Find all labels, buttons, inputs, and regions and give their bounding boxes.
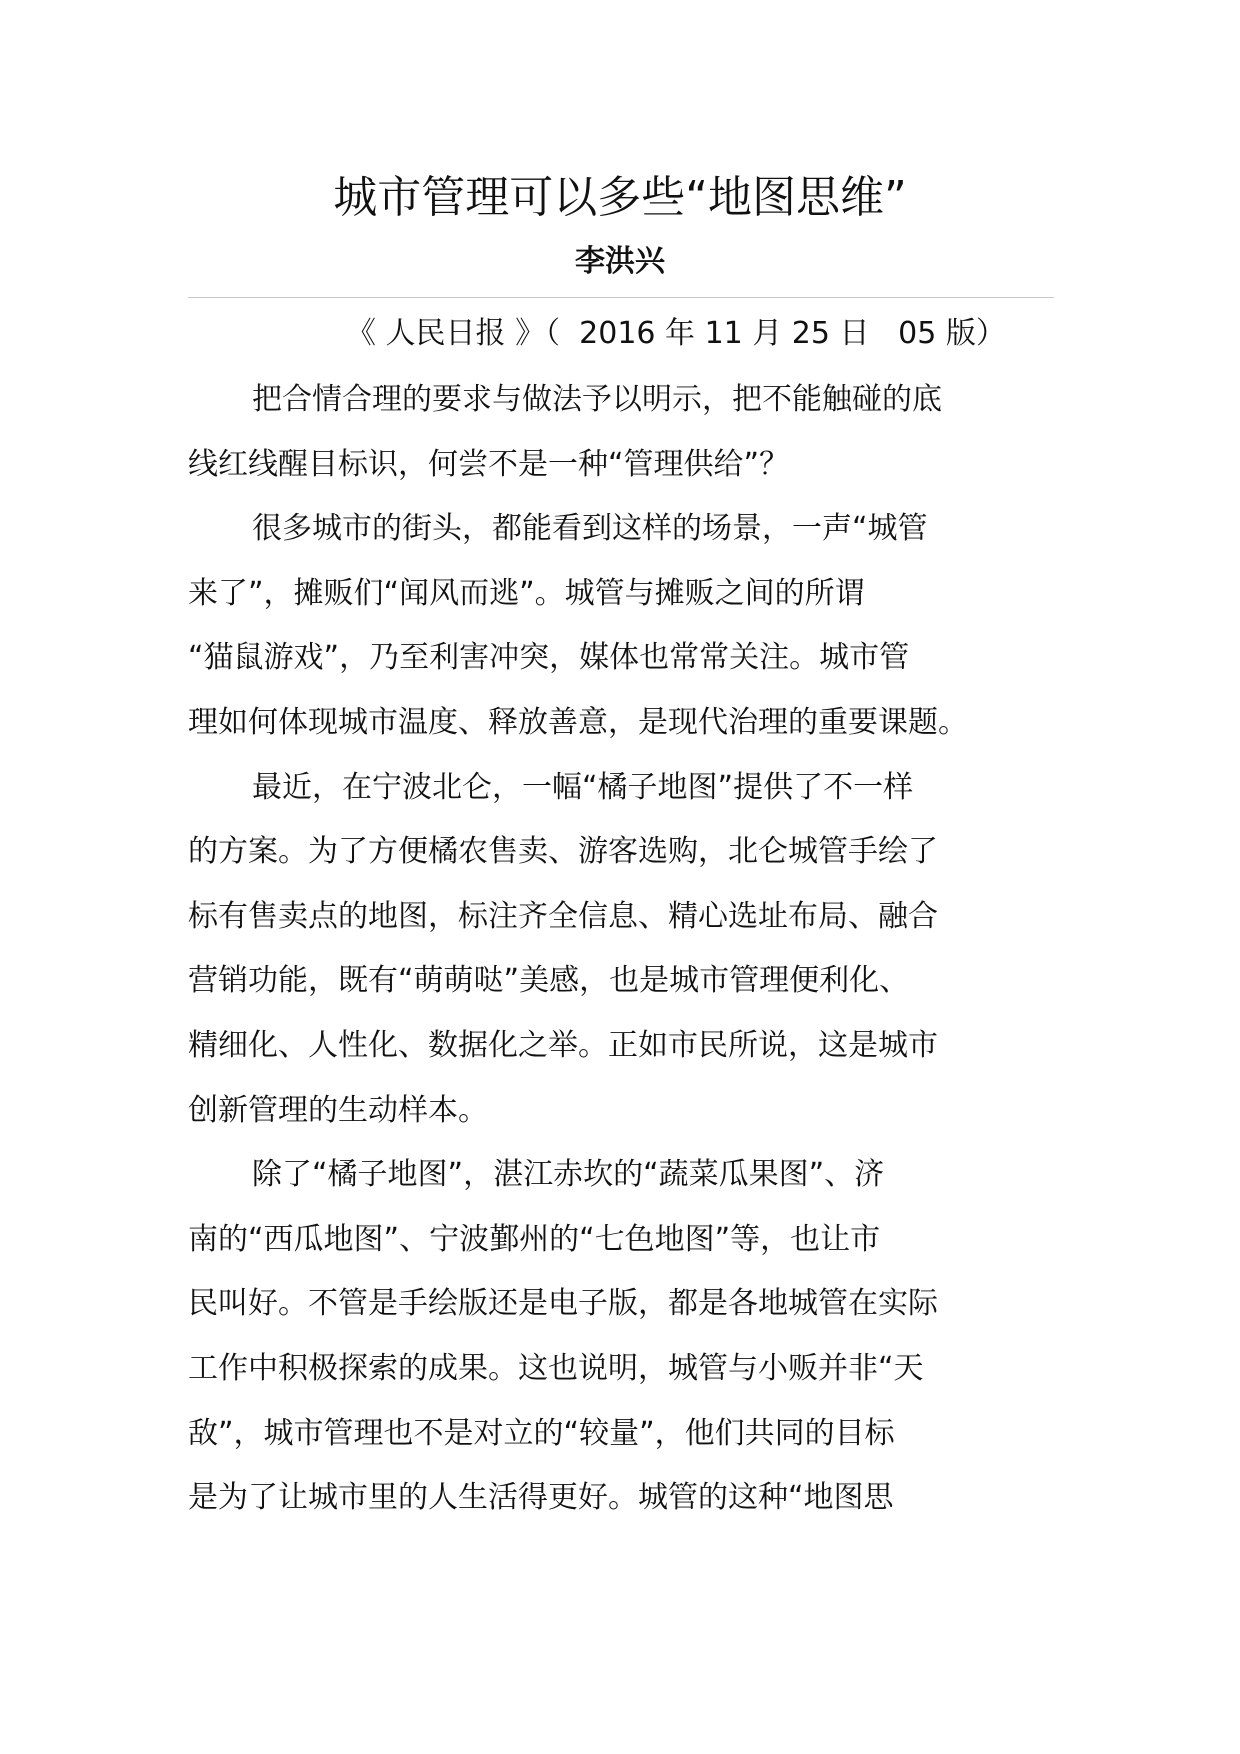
body-line: 创新管理的生动样本。 [188,1092,488,1128]
article-body [188,368,1028,1531]
body-line: 工作中积极探索的成果。这也说明，城管与小贩并非“天 [188,1350,924,1386]
body-line: 敌”，城市管理也不是对立的“较量”，他们共同的目标 [188,1415,895,1451]
body-line: 精细化、人性化、数据化之举。正如市民所说，这是城市 [188,1027,938,1063]
body-line: “猫鼠游戏”，乃至利害冲突，媒体也常常关注。城市管 [188,640,910,676]
body-line: 理如何体现城市温度、释放善意，是现代治理的重要课题。 [188,704,968,740]
body-line: 最近，在宁波北仑，一幅“橘子地图”提供了不一样 [252,769,914,805]
body-line: 营销功能，既有“萌萌哒”美感，也是城市管理便利化、 [188,963,910,999]
body-line: 南的“西瓜地图”、宁波鄞州的“七色地图”等，也让市 [188,1221,881,1257]
body-line: 很多城市的街头，都能看到这样的场景，一声“城管 [252,511,928,547]
body-line: 民叫好。不管是手绘版还是电子版，都是各地城管在实际 [188,1286,938,1322]
article-title: 城市管理可以多些“地图思维” [333,172,907,223]
body-line: 除了“橘子地图”，湛江赤坎的“蔬菜瓜果图”、济 [252,1157,885,1193]
body-line: 来了”，摊贩们“闻风而逃”。城管与摊贩之间的所谓 [188,575,865,611]
body-line: 把合情合理的要求与做法予以明示，把不能触碰的底 [252,382,942,417]
body-line: 线红线醒目标识，何尝不是一种“管理供给”？ [188,446,790,482]
body-line: 是为了让城市里的人生活得更好。城管的这种“地图思 [188,1480,894,1516]
header-divider [188,297,1054,298]
article-source: 《 人民日报 》（ 2016 年 11 月 25 日 05 版） [346,316,1006,351]
body-line: 的方案。为了方便橘农售卖、游客选购，北仑城管手绘了 [188,834,938,870]
body-line: 标有售卖点的地图，标注齐全信息、精心选址布局、融合 [188,898,938,934]
article-author: 李洪兴 [575,244,665,279]
